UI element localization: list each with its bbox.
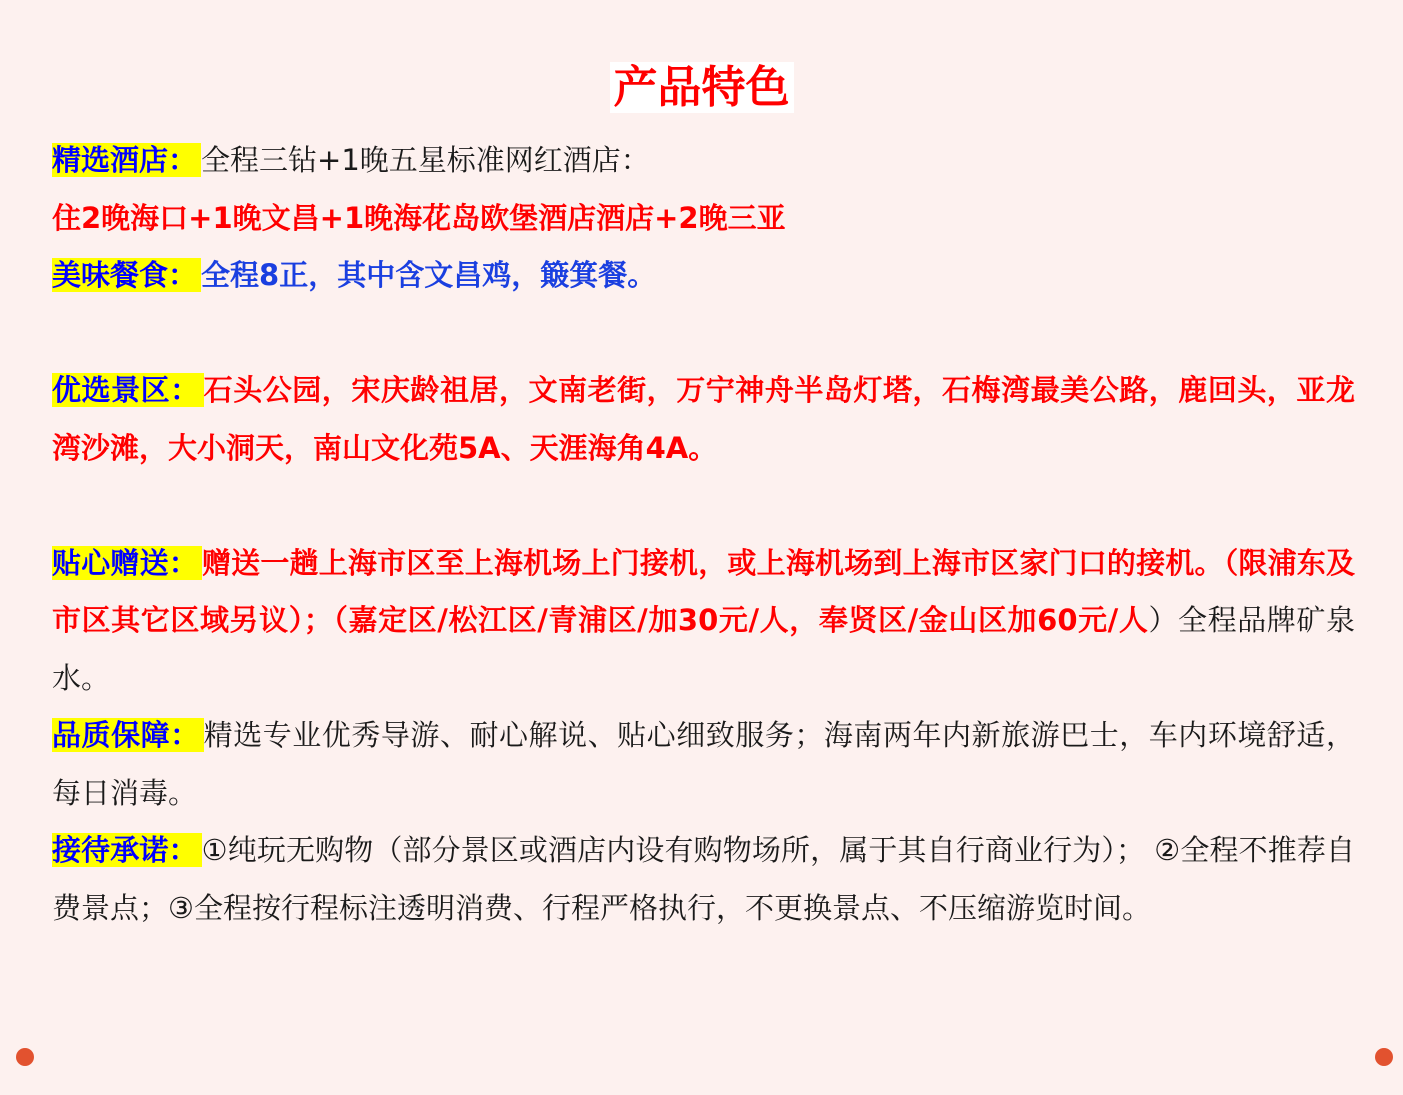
spacer <box>52 305 1355 363</box>
spacer <box>52 477 1355 535</box>
section-scenic <box>52 362 1355 477</box>
section-promise <box>52 822 1355 937</box>
gift-text-red: 赠送一趟上海市区至上海机场上门接机，或上海机场到上海市区家门口的接机。（限浦东及市区其它区域另议）；（嘉定区/松江区/青浦区/加30元/人，奉贤区/金山区加60元/人 <box>52 545 1355 637</box>
scenic-text: 石头公园，宋庆龄祖居，文南老街，万宁神舟半岛灯塔，石梅湾最美公路，鹿回头，亚龙湾沙滩，大小洞天，南山文化苑5A、天涯海角4A。 <box>52 373 1355 465</box>
gift-text-plain: ）全程品牌矿泉水。 <box>52 603 1355 695</box>
section-gift <box>52 535 1355 708</box>
gift-label: 贴心赠送： <box>52 546 202 580</box>
hotel-text: 全程三钻+1晚五星标准网红酒店： <box>201 143 650 177</box>
quality-label: 品质保障： <box>52 718 204 752</box>
scenic-label: 优选景区： <box>52 373 204 407</box>
section-quality <box>52 707 1355 822</box>
section-food <box>52 247 1355 305</box>
page-title <box>0 58 1403 118</box>
food-label: 美味餐食： <box>52 258 201 292</box>
page-title-text: 产品特色 <box>610 62 794 113</box>
promise-label: 接待承诺： <box>52 833 202 867</box>
section-hotel-detail <box>52 190 1355 248</box>
feature-list <box>52 132 1355 937</box>
decor-dot-left <box>16 1048 34 1066</box>
hotel-label: 精选酒店： <box>52 143 201 177</box>
food-text: 全程8正，其中含文昌鸡，簸箕餐。 <box>201 258 657 292</box>
promise-text: ①纯玩无购物（部分景区或酒店内设有购物场所，属于其自行商业行为）； ②全程不推荐自费景点；③全程按行程标注透明消费、行程严格执行，不更换景点、不压缩游览时间。 <box>52 833 1355 925</box>
hotel-detail: 住2晚海口+1晚文昌+1晚海花岛欧堡酒店酒店+2晚三亚 <box>52 200 786 235</box>
quality-text: 精选专业优秀导游、耐心解说、贴心细致服务；海南两年内新旅游巴士，车内环境舒适，每日消毒。 <box>52 718 1355 810</box>
section-hotel <box>52 132 1355 190</box>
decor-dot-right <box>1375 1048 1393 1066</box>
